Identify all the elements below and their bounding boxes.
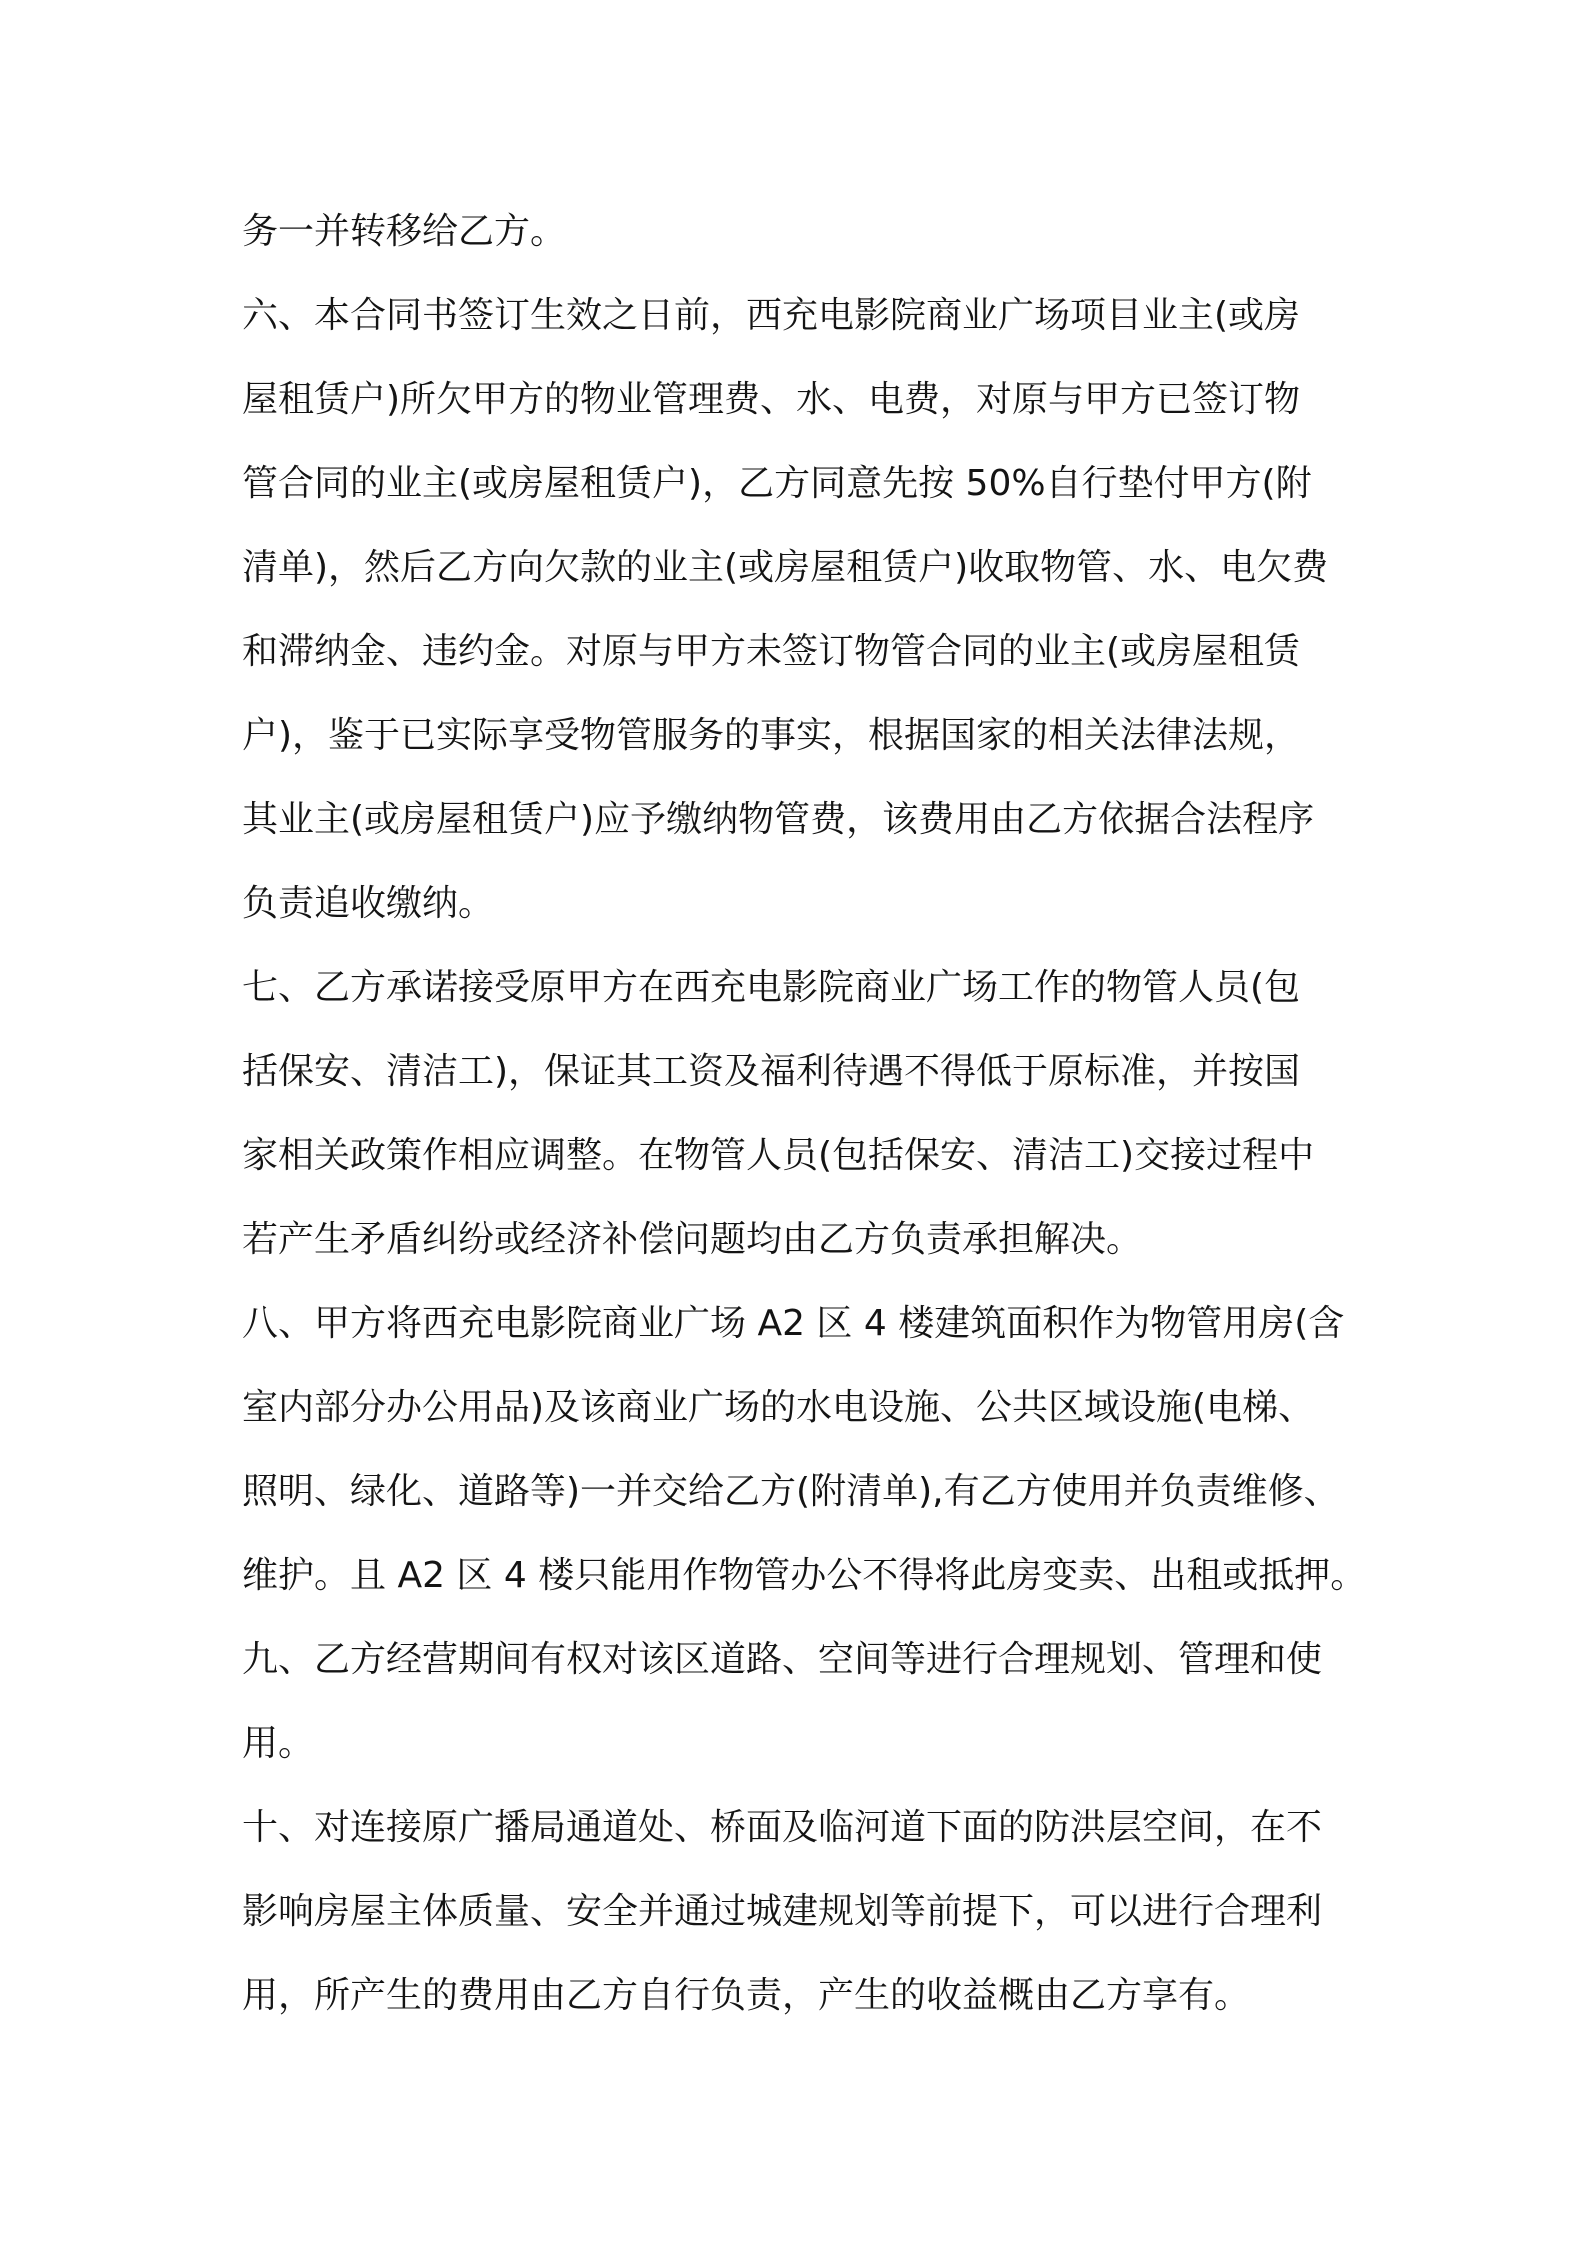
- text-line: 照明、绿化、道路等)一并交给乙方(附清单),有乙方使用并负责维修、: [242, 1471, 1340, 1512]
- text-line: 管合同的业主(或房屋租赁户)，乙方同意先按 50%自行垫付甲方(附: [242, 463, 1312, 504]
- text-line: 用，所产生的费用由乙方自行负责，产生的收益概由乙方享有。: [242, 1975, 1251, 2016]
- text-line: 用。: [242, 1723, 315, 1764]
- text-line: 和滞纳金、违约金。对原与甲方未签订物管合同的业主(或房屋租赁: [242, 631, 1301, 672]
- text-line: 清单)，然后乙方向欠款的业主(或房屋租赁户)收取物管、水、电欠费: [242, 547, 1329, 588]
- text-line: 家相关政策作相应调整。在物管人员(包括保安、清洁工)交接过程中: [242, 1135, 1315, 1176]
- text-line: 六、本合同书签订生效之日前，西充电影院商业广场项目业主(或房: [242, 295, 1301, 336]
- text-line: 务一并转移给乙方。: [242, 211, 567, 252]
- text-line: 其业主(或房屋租赁户)应予缴纳物管费，该费用由乙方依据合法程序: [242, 799, 1315, 840]
- text-line: 维护。且 A2 区 4 楼只能用作物管办公不得将此房变卖、出租或抵押。: [242, 1555, 1367, 1596]
- text-line: 若产生矛盾纠纷或经济补偿问题均由乙方负责承担解决。: [242, 1219, 1143, 1260]
- text-line: 负责追收缴纳。: [242, 883, 495, 924]
- text-line: 影响房屋主体质量、安全并通过城建规划等前提下，可以进行合理利: [242, 1891, 1323, 1932]
- text-line: 八、甲方将西充电影院商业广场 A2 区 4 楼建筑面积作为物管用房(含: [242, 1303, 1345, 1344]
- text-line: 九、乙方经营期间有权对该区道路、空间等进行合理规划、管理和使: [242, 1639, 1323, 1680]
- text-line: 十、对连接原广播局通道处、桥面及临河道下面的防洪层空间，在不: [242, 1807, 1323, 1848]
- text-line: 括保安、清洁工)，保证其工资及福利待遇不得低于原标准，并按国: [242, 1051, 1301, 1092]
- text-line: 屋租赁户)所欠甲方的物业管理费、水、电费，对原与甲方已签订物: [242, 379, 1301, 420]
- text-line: 七、乙方承诺接受原甲方在西充电影院商业广场工作的物管人员(包: [242, 967, 1301, 1008]
- document-body: [242, 190, 1367, 2038]
- text-line: 室内部分办公用品)及该商业广场的水电设施、公共区域设施(电梯、: [242, 1387, 1315, 1428]
- text-line: 户)，鉴于已实际享受物管服务的事实，根据国家的相关法律法规，: [242, 715, 1301, 756]
